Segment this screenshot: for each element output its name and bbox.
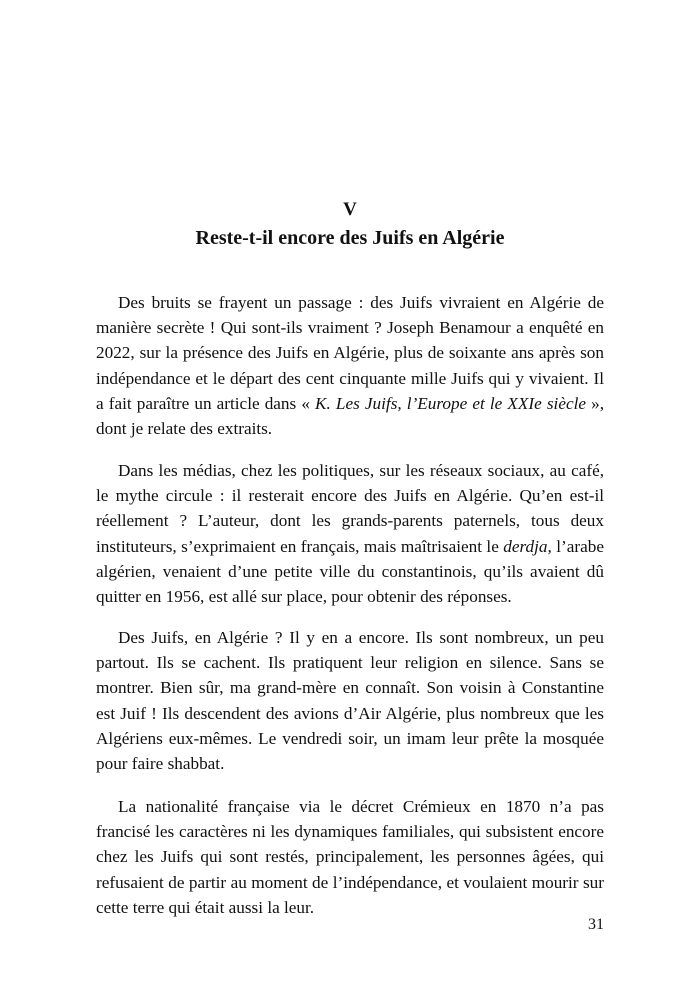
paragraph-2 xyxy=(96,458,604,609)
book-page xyxy=(96,0,604,992)
paragraph-1 xyxy=(96,290,604,441)
paragraph-2-text-end: l’arabe algérien, venaient d’une petite ville du constantinois, qu’ils avaient dû quitter en 1956, est allé sur place, pour obtenir des réponses. xyxy=(96,536,604,607)
paragraph-1-text-end: », dont je relate des extraits. xyxy=(96,393,605,439)
paragraph-3: Des Juifs, en Algérie ? Il y en a encore. Ils sont nombreux, un peu partout. Ils se cachent. Ils pratiquent leur religion en silence. Sans se montrer. Bien sûr, ma grand-mère en connaît. Son voisin à Constantine est Juif ! Ils descendent des avions d’Air Algérie, plus nombreux que les Algériens eux-mêmes. Le vendredi soir, un imam leur prête la mosquée pour faire shabbat. xyxy=(96,628,604,774)
chapter-number: V xyxy=(343,199,357,220)
paragraph-2-text-start: Dans les médias, chez les politiques, sur les réseaux sociaux, au café, le mythe circule : il resterait encore des Juifs en Algérie. Qu’en est-il réellement ? L’auteur, dont les grands-parents paternels, tous deux instituteurs, s’exprimaient en français, mais maîtrisaient le xyxy=(96,461,604,556)
paragraph-2-italic-term: derdja, xyxy=(503,536,552,556)
paragraph-1-italic-title: K. Les Juifs, l’Europe et le XXIe siècle xyxy=(315,393,586,413)
chapter-title: Reste-t-il encore des Juifs en Algérie xyxy=(195,227,505,249)
page-number: 31 xyxy=(588,916,604,933)
paragraph-4: La nationalité française via le décret Crémieux en 1870 n’a pas francisé les caractères ni les dynamiques familiales, qui subsistent encore chez les Juifs qui sont restés, principalement, les personnes âgées, qui refusaient de partir au moment de l’indépendance, et voulaient mourir sur cette terre qui était aussi la leur. xyxy=(96,797,604,917)
paragraph-1-text-start: Des bruits se frayent un passage : des Juifs vivraient en Algérie de manière secrète ! Qui sont-ils vraiment ? Joseph Benamour a enquêté en 2022, sur la présence des Juifs en Algérie, plus de soixante ans après son indépendance et le départ des cent cinquante mille Juifs qui y vivaient. Il a fait paraître un article dans « xyxy=(96,293,604,413)
